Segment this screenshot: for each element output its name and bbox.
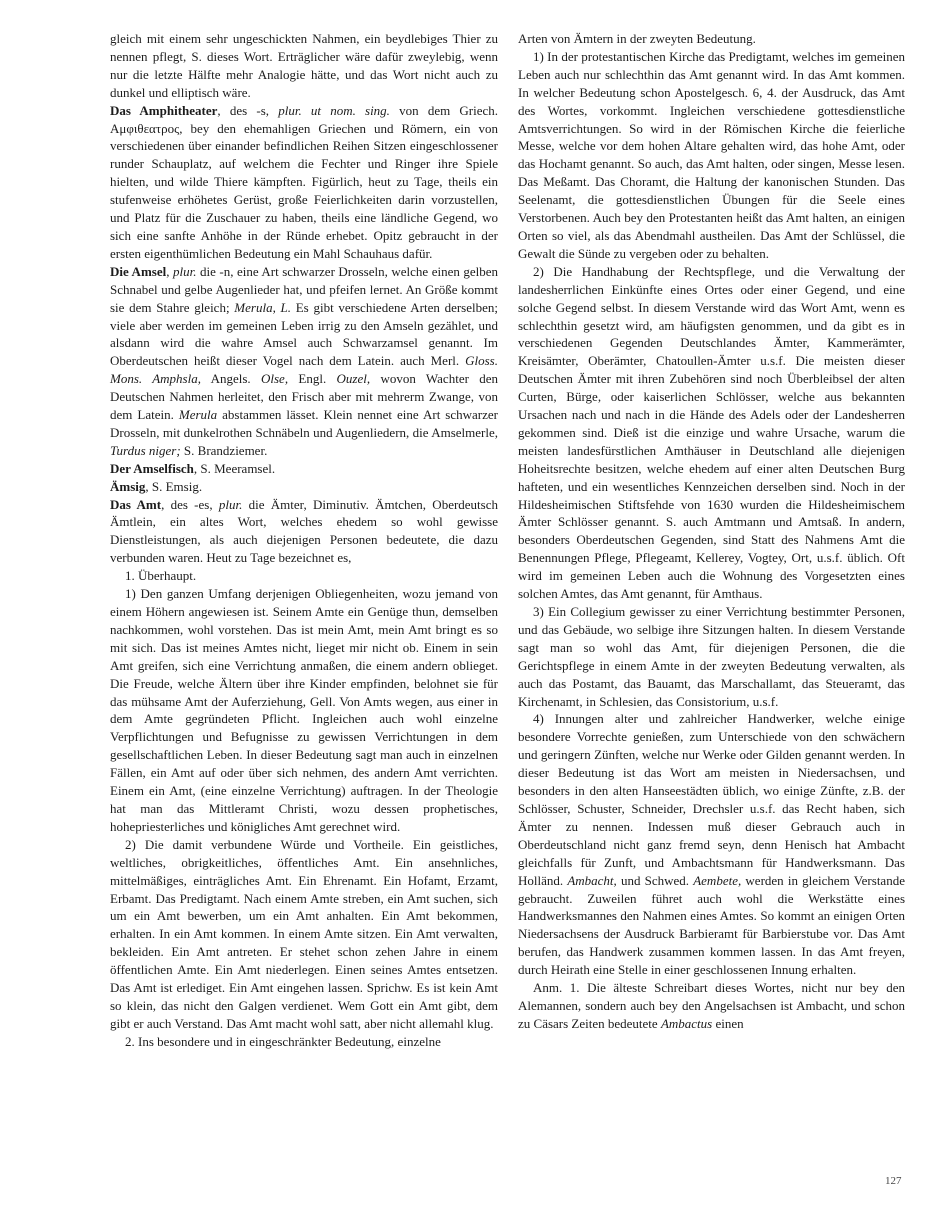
- annotation-paragraph: Anm. 1. Die älteste Schreibart dieses Wortes, nicht nur bey den Alemannen, sondern auch bey den Angelsachsen ist Ambacht, und schon zu Cäsars Zeiten bedeutete Ambactus einen: [518, 980, 905, 1031]
- sense-paragraph: 3) Ein Collegium gewisser zu einer Verrichtung bestimmter Personen, und das Gebäude, wo selbige ihre Sitzungen halten. In diesem Verstande sagt man so wohl das Amt, für diejenigen Personen, die die Gerichtspflege in einem Amte in der zweyten Bedeutung verwalten, als auch das Postamt, das Bauamt, das Marschallamt, das Steueramt, das Kirchenamt, in Schlesien, das Consistorium, u.s.f.: [518, 604, 905, 709]
- right-column: [518, 30, 905, 1033]
- entry-amselfisch: Der Amselfisch, S. Meeramsel.: [110, 460, 276, 476]
- left-column: [110, 30, 498, 1051]
- entry-amsel: Die Amsel, plur. die -n, eine Art schwarzer Drosseln, welche einen gelben Schnabel und gelbe Augenlieder hat, und pfeifen lernet. An Größe kommt sie dem Stahre gleich; Merula, L. Es gibt verschiedene Arten derselben; viele aber werden im gemeinen Leben irrig zu den Amseln gezählet, und alsdann wird die wahre Amsel auch Schwarzamsel genannt. Im Oberdeutschen heißt dieser Vogel nach dem Latein. auch Merl. Gloss. Mons. Amphsla, Angels. Olse, Engl. Ouzel, wovon Wachter den Deutschen Nahmen herleitet, den Frisch aber mit mehrerm Zwange, von dem Latein. Merula abstammen lässet. Klein nennet eine Art schwarzer Drosseln, mit dunkelrothen Schnäbeln und Augenliedern, die Amselmerle, Turdus niger; S. Brandziemer.: [110, 263, 499, 458]
- entry-headword: Ämsig: [110, 478, 146, 494]
- sense-heading: 1. Überhaupt.: [125, 568, 197, 584]
- continuation-paragraph: gleich mit einem sehr ungeschickten Nahmen, ein beydlebiges Thier zu nennen pflegt, S. dieses Wort. Erträglicher wäre dafür zweylebig, wenn nur die letzte Hälfte mehr Analogie hätte, und das Wort nicht auch zu dunkel und elliptisch wäre.: [110, 31, 498, 100]
- entry-headword: Der Amselfisch: [110, 460, 194, 476]
- sense-paragraph: 4) Innungen alter und zahlreicher Handwerker, welche einige besondere Vorrechte genießen, zum Unterschiede von den schwächern und geringern Zünften, welche nur Werke oder Gilden genannt werden. In dieser Bedeutung ist das Wort am meisten in Niedersachsen, und besonders in den alten Hanseestädten üblich, wo einige Zünfte, z.B. der Schlösser, Schuster, Schneider, Drechsler u.s.f. das Recht haben, sich Ämter zu nennen. Indessen muß dieser Gebrauch auch in Oberdeutschland nicht ganz fremd seyn, denn Henisch hat Ambacht gleichfalls für Zunft, und Ambachtsmann für Handwerksmann. Das Holländ. Ambacht, und Schwed. Aembete, werden in gleichem Verstande gebraucht. Zuweilen führet auch wohl die Werkstätte eines Handwerksmannes den Nahmen eines Amtes. So kommt an einigen Orten Niedersachsens der Ausdruck Barbieramt für Barbierstube vor. Das Amt berufen, das Handwerk zusammen kommen lassen. In das Amt freyen, durch Heirath eine Stelle in einer geschlossenen Innung erhalten.: [518, 711, 905, 978]
- page-number: 127: [885, 1175, 902, 1187]
- entry-amt: Das Amt, des -es, plur. die Ämter, Diminutiv. Ämtchen, Oberdeutsch Ämtlein, ein altes Wort, welches ehedem so wohl gewisse Dienstleistungen, als auch diejenigen Personen bedeutete, die dazu verbunden waren. Heut zu Tage bezeichnet es,: [110, 496, 498, 566]
- sense-paragraph: 1) Den ganzen Umfang derjenigen Obliegenheiten, wozu jemand von einem Höhern angewiesen ist. Seinem Amte ein Genüge thun, demselben nachkommen, wohl vorstehen. Das ist mein Amt, mein Amt bringt es so mit sich. Das ist meines Amtes nicht, lieget mir nicht ob. Einem in sein Amt greifen, sich eine Verrichtung anmaßen, die einem andern oblieget. Die Freude, welche Ältern über ihre Kinder empfinden, belohnet sie für das mühsame Amt der Auferziehung, Gell. Von Amts wegen, aus einer in dem Amte gegründeten Pflicht. Ingleichen auch wohl einzelne Verpflichtungen und Befugnisse zu gewissen Verrichtungen in dem gesellschaftlichen Leben. In dieser Bedeutung sagt man auch in einzelnen Fällen, ein Amt auf oder über sich nehmen, des andern Amt verrichten. Einem ein Amt, (eine einzelne Verrichtung) auftragen. In der Theologie hat man das Mittleramt Christi, wozu dessen prophetisches, hohepriesterliches und königliches Amt gerechnet wird.: [110, 586, 498, 834]
- entry-headword: Die Amsel: [110, 263, 167, 279]
- entry-amphitheater: Das Amphitheater, des -s, plur. ut nom. sing. von dem Griech. Αμφιθεατρος, bey den ehemahligen Griechen und Römern, ein von verschiedenen über einander befindlichen Reihen Sitzen eingeschlossener runder Schauplatz, auf welchem die Fechter und Ringer ihre Spiele hielten, und wilde Thiere kämpften. Figürlich, heut zu Tage, theils ein stufenweise erhöhetes Gerüst, große Feierlichkeiten darin vorzustellen, und Platz für die Zuschauer zu haben, theils eine ländliche Gegend, wo sich eine sanfte Anhöhe in der Ründe erhebet. Opitz gebraucht in der ersten eigenthümlichen Bedeutung ein Mahl Schauhaus dafür.: [110, 102, 499, 261]
- entry-headword: Das Amphitheater: [110, 102, 218, 118]
- sense-paragraph: 2) Die Handhabung der Rechtspflege, und die Verwaltung der landesherrlichen Einkünfte eines Ortes oder einer Gegend, und eine solche Gegend selbst. In diesem Verstande wird das Wort Amt, wenn es schlechthin gesetzt wird, am häufigsten genommen, und da gibt es in verschiedenen Gegenden Deutschlandes Ämter, Kammerämter, Kreisämter, Oberämter, Chatoullen-Ämter u.s.f. Die meisten dieser Deutschen Ämter mit ihren Zubehören sind noch Überbleibsel der alten Curten, Bürge, oder kaiserlichen Schlösser, welche aus bekannten Ursachen nach und nach in die Hände des Adels oder der Landesherren gekommen sind. Dieß ist die einzige und wahre Ursache, warum die meisten landesfürstlichen Amthäuser in Deutschland alle diejenigen Hoheitsrechte besitzen, welche ehedem auf einer alten Deutschen Burg hafteten, und ein wesentliches Kennzeichen derselben sind. Noch in der Hildesheimischen Stiftsfehde von 1630 wurden die Hildesheimischem Ämter Schlösser genannt. S. auch Amtmann und Amtsaß. In andern, besonders Oberdeutschen Gegenden, sind Statt des Nahmens Amt die Benennungen Pflege, Pflegeamt, Kellerey, Vogtey, Ort, u.s.f. üblich. Oft wird im gemeinen Leben auch die Wohnung des Vorgesetzten eines solchen Amtes, das Amt genannt, für Amthaus.: [518, 263, 905, 602]
- sense-paragraph: 2. Ins besondere und in eingeschränkter Bedeutung, einzelne: [125, 1033, 441, 1049]
- continuation-paragraph: Arten von Ämtern in der zweyten Bedeutung.: [518, 31, 756, 46]
- sense-paragraph: 2) Die damit verbundene Würde und Vortheile. Ein geistliches, weltliches, obrigkeitliches, öffentliches Amt. Ein ansehnliches, mittelmäßiges, einträgliches Amt. Ein Ehrenamt. Ein Hofamt, Erzamt, Erbamt. Das Predigtamt. Nach einem Amte streben, ein Amt suchen, sich um ein Amt bewerben, um ein Amt anhalten. Ein Amt bekommen, erhalten. In ein Amt kommen. In einem Amte sitzen. Ein Amt verwalten, bekleiden. Ein Amt antreten. Er stehet schon zehen Jahre in einem öffentlichen Amte. Ein Amt niederlegen. Einen seines Amtes entsetzen. Das Amt ist erlediget. Ein Amt eingehen lassen. Sprichw. Es ist kein Amt so klein, das nicht den Galgen verdienet. Wem Gott ein Amt gibt, dem gibt er auch Verstand. Das Amt macht wohl satt, aber nicht allemahl klug.: [110, 836, 498, 1031]
- sense-paragraph: 1) In der protestantischen Kirche das Predigtamt, welches im gemeinen Leben auch nur schlechthin das Amt genannt wird. In das Amt kommen. In welcher Bedeutung schon Apostelgesch. 6, 4. der Ausdruck, das Amt des Wortes, vorkommt. Ingleichen verschiedene gottesdienstliche Amtsverrichtungen. So wird in der Römischen Kirche die feierliche Messe, welche vor dem hohen Altare gehalten wird, das hohe Amt, oder das Hochamt genannt. So auch, das Amt halten, oder singen, Messe lesen. Das Meßamt. Das Choramt, die Haltung der kanonischen Stunden. Das Seelenamt, die gottesdienstlichen Übungen für die Seele eines Verstorbenen. Auch bey den Protestanten heißt das Amt halten, an einigen Orten so viel, als das Abendmahl austheilen. Das Amt der Schlüssel, die Gewalt die Sünde zu vergeben oder zu behalten.: [518, 48, 905, 261]
- entry-aemsig: Ämsig, S. Emsig.: [110, 478, 203, 494]
- entry-headword: Das Amt: [110, 496, 162, 512]
